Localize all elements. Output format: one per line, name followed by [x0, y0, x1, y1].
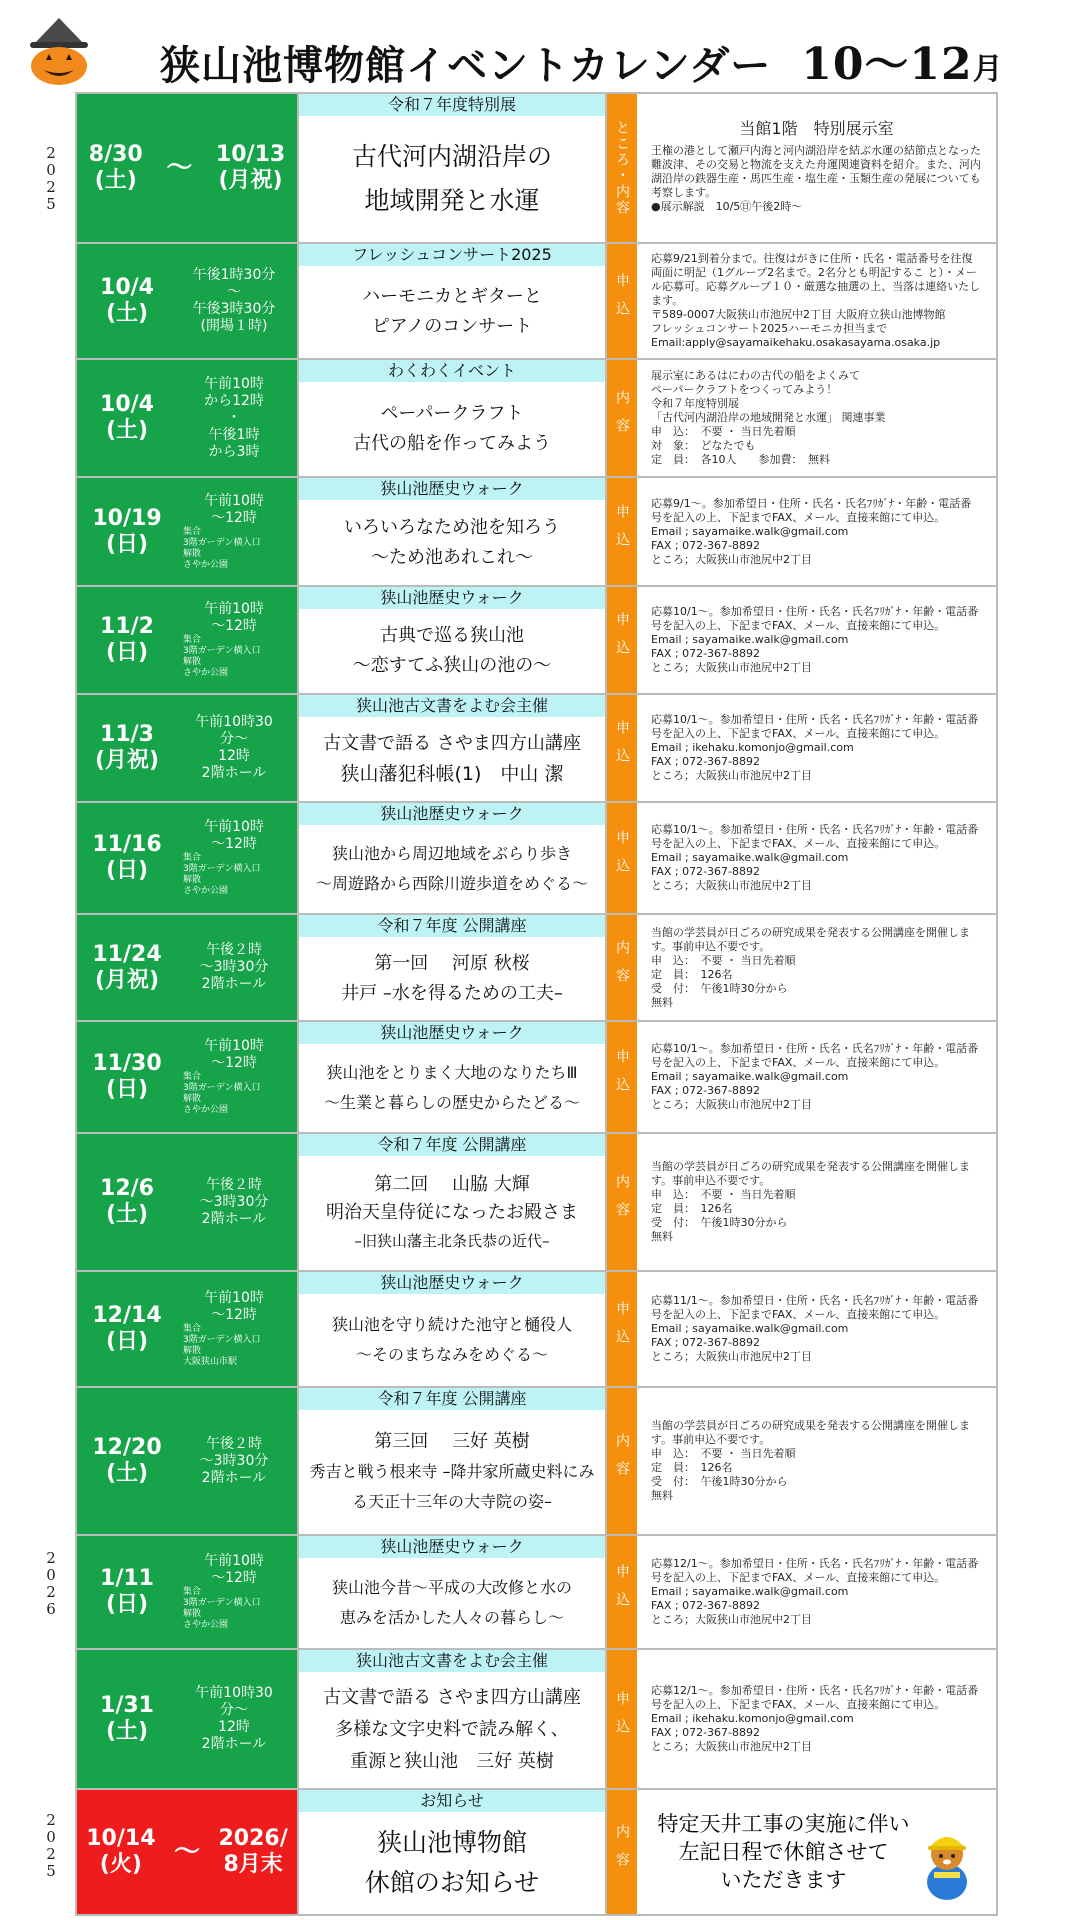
date-from: 8/30 (土) — [88, 142, 143, 193]
meeting-point: 集合 3階ガーデン横入口 解散 大阪狭山市駅 — [183, 1324, 261, 1367]
title-text: 狭山池博物館イベントカレンダー — [160, 43, 772, 89]
event-title-line: 古代河内湖沿岸の — [351, 142, 552, 171]
page-title — [160, 28, 1004, 92]
date-cell — [77, 915, 297, 1020]
info-tag: 申込 — [607, 478, 637, 585]
table-row — [77, 478, 996, 587]
info-tag: 申込 — [607, 1650, 637, 1788]
date-cell — [77, 1790, 297, 1914]
date-range — [77, 1826, 297, 1878]
info-tag: 申込 — [607, 1272, 637, 1386]
event-title-line: 第三回 三好 英樹 — [374, 1431, 530, 1452]
event-cell — [297, 1272, 607, 1386]
meeting-point: 集合 3階ガーデン横入口 解散 さやか公園 — [183, 853, 261, 896]
info-tag: 内容 — [607, 1790, 637, 1914]
event-info — [637, 1790, 996, 1914]
event-title — [299, 1294, 605, 1386]
event-time-block — [177, 819, 297, 897]
info-tag: ところ・内容 — [607, 94, 637, 242]
event-title — [299, 1672, 605, 1788]
event-cell — [297, 244, 607, 358]
event-title — [299, 382, 605, 476]
event-title-line: る天正十三年の大寺院の姿– — [351, 1492, 552, 1511]
year-digit: 2 — [46, 1583, 56, 1601]
mascot-icon — [916, 1822, 978, 1902]
date-from: 10/14 (火) — [86, 1826, 156, 1877]
event-title-line: 狭山池を守り続けた池守と樋役人 — [331, 1315, 572, 1334]
event-cell — [297, 1022, 607, 1132]
event-category: 狭山池歴史ウォーク — [299, 587, 605, 609]
event-info: 応募11/1～。参加希望日・住所・氏名・氏名ﾌﾘｶﾞﾅ・年齢・電話番号を記入の上、下記までFAX、メール、直接来館にて申込。 Email ; sayamaike.walk@gmail.com FAX ; 072-367-8892 ところ；大阪狭山市池尻中2丁目 — [651, 1294, 979, 1363]
event-cell — [297, 803, 607, 913]
event-date: 11/30 (日) — [92, 1051, 162, 1102]
date-cell — [77, 803, 297, 913]
event-date: 1/31 (土) — [100, 1693, 154, 1744]
event-time: 午前10時30 分～ 12時 2階ホール — [195, 714, 273, 781]
event-title-line: 狭山池から周辺地域をぶらり歩き — [331, 844, 572, 863]
event-title-line: 井戸 –水を得るための工夫– — [341, 982, 563, 1004]
event-date: 12/14 (日) — [92, 1303, 162, 1354]
table-row — [77, 94, 996, 244]
date-cell — [77, 1134, 297, 1270]
event-time: 午前10時30 分～ 12時 2階ホール — [195, 1685, 273, 1752]
event-info: 応募9/21到着分まで。往復はがきに住所・氏名・電話番号を往復両面に明記（1グループ2名まで。2名分とも明記するこ と）・メール応募可。応募グループ１０・厳選な抽選の上、当落は連絡いたします。 〒589-0007大阪狭山市池尻中2丁目 大阪府立狭山池博物館 フレッシュコンサート2025ハーモニカ担当まで Email:apply@sayamaikehaku.osakasayama.osaka.jp — [651, 252, 981, 349]
event-title-line: 多様な文字史料で読み解く、 — [335, 1719, 569, 1740]
event-info: 応募10/1～。参加希望日・住所・氏名・氏名ﾌﾘｶﾞﾅ・年齢・電話番号を記入の上、下記までFAX、メール、直接来館にて申込。 Email ; sayamaike.walk@gmail.com FAX ; 072-367-8892 ところ；大阪狭山市池尻中2丁目 — [651, 1042, 979, 1111]
event-title-line: いろいろなため池を知ろう — [344, 516, 560, 538]
event-title — [299, 266, 605, 358]
event-category: 狭山池歴史ウォーク — [299, 1536, 605, 1558]
event-info: 応募10/1～。参加希望日・住所・氏名・氏名ﾌﾘｶﾞﾅ・年齢・電話番号を記入の上、下記までFAX、メール、直接来館にて申込。 Email ; sayamaike.walk@gmail.com FAX ; 072-367-8892 ところ；大阪狭山市池尻中2丁目 — [651, 823, 979, 892]
event-title-line: 古文書で語る さやま四方山講座 — [323, 733, 581, 754]
event-date: 10/19 (日) — [92, 505, 162, 557]
table-row — [77, 1272, 996, 1388]
event-date: 11/24 (月祝) — [92, 941, 162, 993]
date-cell — [77, 244, 297, 358]
month-unit: 月 — [972, 52, 1004, 87]
table-row — [77, 244, 996, 360]
event-title-line: 狭山藩犯科帳(1) 中山 潔 — [340, 763, 564, 785]
info-tag: 申込 — [607, 1536, 637, 1648]
year-digit: 0 — [46, 1828, 56, 1846]
event-title-line: ～恋すてふ狭山の池の～ — [352, 655, 552, 676]
event-cell — [297, 587, 607, 693]
title-months — [801, 39, 1003, 90]
event-time: 午前10時 ～12時 — [204, 492, 264, 526]
event-title-line: ～生業と暮らしの歴史からたどる～ — [323, 1093, 580, 1112]
event-title — [299, 1156, 605, 1270]
event-title-line: 狭山池をとりまく大地のなりたちⅢ — [326, 1063, 578, 1082]
event-cell — [297, 360, 607, 476]
year-label-2026 — [44, 1550, 58, 1618]
event-title-line: 古文書で語る さやま四方山講座 — [323, 1687, 581, 1708]
table-row — [77, 1650, 996, 1790]
event-cell — [297, 1536, 607, 1648]
event-time: 午後２時 ～3時30分 2階ホール — [199, 1435, 269, 1486]
table-row — [77, 1536, 996, 1650]
event-time-block — [177, 493, 297, 571]
year-label-2025-notice — [44, 1812, 58, 1880]
event-category: 狭山池古文書をよむ会主催 — [299, 1650, 605, 1672]
event-title-line: 第二回 山脇 大輝 — [374, 1174, 530, 1195]
info-tag: 内容 — [607, 1388, 637, 1534]
pumpkin-icon — [28, 18, 90, 86]
event-title-line: 地域開発と水運 — [364, 186, 540, 215]
event-date: 11/16 (日) — [92, 832, 162, 883]
event-date: 12/20 (土) — [92, 1435, 162, 1486]
event-title-line: 休館のお知らせ — [364, 1868, 540, 1897]
year-digit: 2 — [46, 178, 56, 196]
meeting-point: 集合 3階ガーデン横入口 解散 さやか公園 — [183, 1587, 261, 1630]
event-time: 午前10時 ～12時 — [204, 601, 264, 634]
event-category: 令和７年度特別展 — [299, 94, 605, 116]
event-time: 午前10時 ～12時 — [204, 819, 264, 852]
event-title-line: 重源と狭山池 三好 英樹 — [350, 1751, 554, 1772]
date-cell — [77, 478, 297, 585]
table-row — [77, 360, 996, 478]
event-info: 応募9/1～。参加希望日・住所・氏名・氏名ﾌﾘｶﾞﾅ・年齢・電話番号を記入の上、下記までFAX、メール、直接来館にて申込。 Email ; sayamaike.walk@gmail.com FAX ; 072-367-8892 ところ；大阪狭山市池尻中2丁目 — [651, 496, 972, 566]
event-calendar-table — [75, 92, 998, 1916]
event-cell — [297, 1650, 607, 1788]
meeting-point: 集合 3階ガーデン横入口 解散 さやか公園 — [183, 635, 261, 678]
event-time: 午後1時30分 ～ 午後3時30分 (開場１時) — [192, 267, 276, 334]
table-row — [77, 915, 996, 1022]
event-title-line: –旧狭山藩主北条氏恭の近代– — [354, 1232, 550, 1250]
event-cell — [297, 1790, 607, 1914]
event-info: 展示室にあるはにわの古代の船をよくみて ペーパークラフトをつくってみよう！ 令和７年度特別展 「古代河内湖沿岸の地域開発と水運」 関連事業 申 込： 不要 ・ 当日先着順 対 象： どなたでも 定 員： 各10人 参加費： 無料 — [651, 369, 886, 466]
event-title-line: ハーモニカとギターと — [362, 286, 542, 307]
info-tag: 内容 — [607, 915, 637, 1020]
info-tag: 申込 — [607, 1022, 637, 1132]
table-row-notice — [77, 1790, 996, 1914]
event-info: 当館の学芸員が日ごろの研究成果を発表する公開講座を開催します。事前申込不要です。 申 込： 不要 ・ 当日先着順 定 員： 126名 受 付： 午後1時30分から 無料 — [651, 1419, 970, 1502]
event-title-line: 狭山池博物館 — [376, 1828, 527, 1857]
info-tag: 内容 — [607, 360, 637, 476]
event-category: 狭山池歴史ウォーク — [299, 1272, 605, 1294]
info-tag: 内容 — [607, 1134, 637, 1270]
date-cell — [77, 1388, 297, 1534]
date-cell — [77, 1536, 297, 1648]
event-title — [299, 1410, 605, 1534]
table-row — [77, 1134, 996, 1272]
event-title-line: 秀吉と戦う根来寺 –降井家所蔵史料にみ — [309, 1462, 595, 1481]
year-digit: 2 — [46, 144, 56, 162]
year-digit: 5 — [46, 195, 56, 213]
event-time: 午後２時 ～3時30分 2階ホール — [199, 1176, 269, 1227]
event-category: 令和７年度 公開講座 — [299, 1388, 605, 1410]
date-tilde: ～ — [173, 1837, 200, 1867]
year-digit: 2 — [46, 1549, 56, 1567]
event-cell — [297, 695, 607, 801]
event-category: 狭山池歴史ウォーク — [299, 803, 605, 825]
date-cell — [77, 360, 297, 476]
event-title — [299, 717, 605, 801]
event-cell — [297, 1388, 607, 1534]
event-time: 午前10時 から12時 ・ 午後1時 から3時 — [204, 375, 264, 460]
event-cell — [297, 1134, 607, 1270]
date-cell — [77, 94, 297, 242]
table-row — [77, 1388, 996, 1536]
event-time-block — [177, 1290, 297, 1368]
event-title-line: ～周遊路から西除川遊歩道をめぐる～ — [315, 874, 588, 893]
event-date: 11/2 (日) — [100, 614, 154, 665]
event-info — [637, 94, 996, 242]
event-date: 10/4 (土) — [100, 392, 154, 443]
date-cell — [77, 1650, 297, 1788]
event-cell — [297, 94, 607, 242]
year-digit: 2 — [46, 1811, 56, 1829]
meeting-point: 集合 3階ガーデン横入口 解散 さやか公園 — [183, 1072, 261, 1115]
year-digit: 6 — [46, 1600, 56, 1618]
event-info: 当館の学芸員が日ごろの研究成果を発表する公開講座を開催します。事前申込不要です。 申 込： 不要 ・ 当日先着順 定 員： 126名 受 付： 午後1時30分から 無料 — [651, 1160, 970, 1243]
event-title-line: ペーパークラフト — [380, 403, 524, 424]
table-row — [77, 1022, 996, 1134]
date-to: 2026/ 8月末 — [218, 1826, 288, 1877]
event-title-line: 古典で巡る狭山池 — [380, 625, 524, 646]
event-title — [299, 825, 605, 913]
date-cell — [77, 1022, 297, 1132]
date-to: 10/13 (月祝) — [215, 142, 286, 193]
date-range — [77, 142, 297, 194]
event-date: 1/11 (日) — [100, 1566, 154, 1617]
event-title-line: ～ため池あれこれ～ — [371, 546, 533, 568]
info-tag: 申込 — [607, 587, 637, 693]
event-cell — [297, 915, 607, 1020]
closure-message: 特定天井工事の実施に伴い 左記日程で休館させて いただきます — [657, 1812, 910, 1892]
event-category: 狭山池古文書をよむ会主催 — [299, 695, 605, 717]
event-time-block — [177, 1553, 297, 1631]
event-info: 当館の学芸員が日ごろの研究成果を発表する公開講座を開催します。事前申込不要です。 申 込： 不要 ・ 当日先着順 定 員： 126名 受 付： 午後1時30分から 無料 — [651, 925, 970, 1009]
event-info: 応募12/1～。参加希望日・住所・氏名・氏名ﾌﾘｶﾞﾅ・年齢・電話番号を記入の上、下記までFAX、メール、直接来館にて申込。 Email ; ikehaku.komonjo@gmail.com FAX ; 072-367-8892 ところ；大阪狭山市池尻中2丁目 — [651, 1684, 979, 1753]
event-title-line: 第一回 河原 秋桜 — [374, 952, 530, 974]
info-location: 当館1階 特別展示室 — [739, 119, 894, 138]
event-category: 狭山池歴史ウォーク — [299, 478, 605, 500]
event-time-block — [177, 1038, 297, 1116]
event-time: 午前10時 ～12時 — [204, 1038, 264, 1071]
table-row — [77, 803, 996, 915]
event-date: 12/6 (土) — [100, 1176, 154, 1227]
event-info: 応募10/1～。参加希望日・住所・氏名・氏名ﾌﾘｶﾞﾅ・年齢・電話番号を記入の上、下記までFAX、メール、直接来館にて申込。 Email ; sayamaike.walk@gmail.com FAX ; 072-367-8892 ところ；大阪狭山市池尻中2丁目 — [651, 605, 979, 674]
event-title-line: 恵みを活かした人々の暮らし～ — [339, 1608, 564, 1627]
event-time-block — [177, 601, 297, 679]
meeting-point: 集合 3階ガーデン横入口 解散 さやか公園 — [183, 526, 261, 570]
event-date: 10/4 (土) — [100, 275, 154, 326]
year-digit: 2 — [46, 1845, 56, 1863]
months-range: 10～12 — [801, 39, 973, 90]
event-title-line: 古代の船を作ってみよう — [353, 433, 551, 454]
table-row — [77, 587, 996, 695]
event-title-line: ピアノのコンサート — [371, 316, 533, 337]
event-title-line: 明治天皇侍従になったお殿さま — [326, 1202, 578, 1223]
event-category: お知らせ — [299, 1790, 605, 1812]
year-digit: 0 — [46, 1566, 56, 1584]
table-row — [77, 695, 996, 803]
event-title — [299, 1812, 605, 1914]
year-digit: 5 — [46, 1862, 56, 1880]
info-tag: 申込 — [607, 695, 637, 801]
event-category: 令和７年度 公開講座 — [299, 1134, 605, 1156]
event-title — [299, 1044, 605, 1132]
year-label-2025 — [44, 145, 58, 213]
date-cell — [77, 587, 297, 693]
event-title — [299, 500, 605, 585]
event-date: 11/3 (月祝) — [94, 722, 160, 773]
info-tag: 申込 — [607, 244, 637, 358]
year-digit: 0 — [46, 161, 56, 179]
event-info: 応募12/1～。参加希望日・住所・氏名・氏名ﾌﾘｶﾞﾅ・年齢・電話番号を記入の上、下記までFAX、メール、直接来館にて申込。 Email ; sayamaike.walk@gmail.com FAX ; 072-367-8892 ところ；大阪狭山市池尻中2丁目 — [651, 1557, 979, 1626]
date-cell — [77, 1272, 297, 1386]
date-cell — [77, 695, 297, 801]
event-time: 午前10時 ～12時 — [204, 1553, 264, 1586]
event-title — [299, 116, 605, 242]
header — [0, 0, 1074, 92]
event-time: 午後２時 ～3時30分 2階ホール — [199, 942, 269, 992]
event-title-line: 狭山池今昔～平成の大改修と水の — [331, 1578, 572, 1597]
info-tag: 申込 — [607, 803, 637, 913]
event-time: 午前10時 ～12時 — [204, 1290, 264, 1323]
event-title-line: ～そのまちなみをめぐる～ — [355, 1345, 548, 1364]
event-cell — [297, 478, 607, 585]
event-category: わくわくイベント — [299, 360, 605, 382]
event-category: 令和７年度 公開講座 — [299, 915, 605, 937]
event-title — [299, 937, 605, 1020]
date-tilde: ～ — [166, 153, 193, 183]
event-category: 狭山池歴史ウォーク — [299, 1022, 605, 1044]
event-title — [299, 609, 605, 693]
event-title — [299, 1558, 605, 1648]
event-category: フレッシュコンサート2025 — [299, 244, 605, 266]
info-text: 王権の港として瀬戸内海と河内湖沿岸を結ぶ水運の結節点となった難波津、その交易と物流を支えた舟運関連資料を紹介。また、河内湖沿岸の鉄器生産・馬匹生産・塩生産・玉類生産の発展についても考察します。 ●展示解説 10/5㊐午後2時～ — [651, 144, 981, 213]
event-info: 応募10/1～。参加希望日・住所・氏名・氏名ﾌﾘｶﾞﾅ・年齢・電話番号を記入の上、下記までFAX、メール、直接来館にて申込。 Email ; ikehaku.komonjo@gmail.com FAX ; 072-367-8892 ところ；大阪狭山市池尻中2丁目 — [651, 713, 979, 782]
